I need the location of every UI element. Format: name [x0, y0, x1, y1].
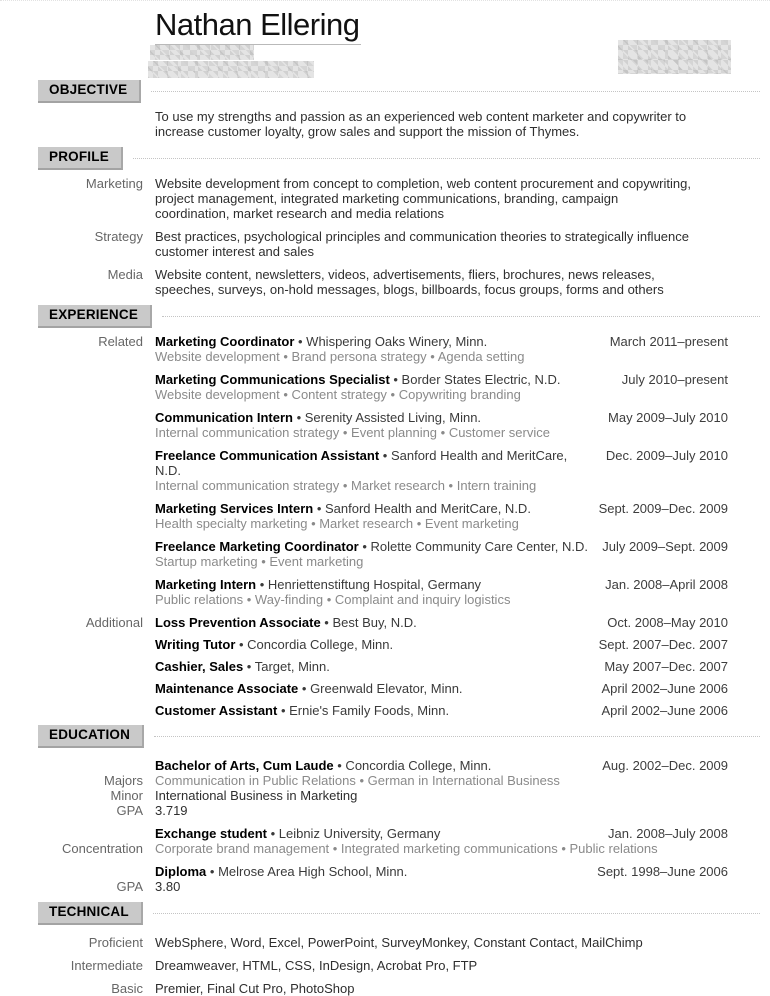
technical-label-basic: Basic — [111, 981, 143, 996]
section-experience-title: EXPERIENCE — [38, 305, 152, 328]
experience-entry — [38, 372, 728, 402]
entry-detail: Website development • Content strategy • Copywriting branding — [155, 387, 521, 402]
section-profile-header — [38, 147, 760, 170]
entry-role: Loss Prevention Associate — [155, 615, 321, 630]
entry-role: Communication Intern — [155, 410, 293, 425]
education-label-majors: Majors — [103, 773, 143, 788]
experience-entry — [38, 681, 728, 696]
entry-org: • Target, Minn. — [243, 659, 330, 674]
redacted-contact-right — [618, 40, 731, 74]
entry-date: Jan. 2008–July 2008 — [608, 826, 728, 841]
section-profile-title: PROFILE — [38, 147, 123, 170]
entry-org: • Sanford Health and MeritCare, N.D. — [313, 501, 531, 516]
experience-entry — [38, 501, 728, 531]
experience-group-label: Related — [98, 334, 143, 349]
section-objective-title: OBJECTIVE — [38, 80, 141, 103]
entry-org: • Serenity Assisted Living, Minn. — [292, 410, 482, 425]
entry-org: • Sanford Health and MeritCare, N.D. — [155, 448, 568, 478]
section-objective — [38, 80, 728, 139]
profile-text-strategy: Best practices, psychological principles and communication theories to strategically influence customer interest and sales — [155, 229, 689, 259]
entry-org: • Border States Electric, N.D. — [389, 372, 561, 387]
experience-entry — [38, 539, 728, 569]
education-concentration: Corporate brand management • Integrated marketing communications • Public relations — [155, 841, 658, 856]
entry-date: July 2010–present — [621, 372, 728, 387]
technical-intermediate: Dreamweaver, HTML, CSS, InDesign, Acrobat Pro, FTP — [155, 958, 478, 973]
education-entry-exchange — [38, 826, 728, 856]
profile-text-marketing: Website development from concept to completion, web content procurement and copywriting, project management, integrated marketing communications, branding, campaign coordination, market research and media relations — [155, 176, 691, 221]
entry-org: • Melrose Area High School, Minn. — [206, 864, 408, 879]
entry-date: May 2007–Dec. 2007 — [604, 659, 728, 674]
section-technical — [38, 902, 728, 996]
technical-proficient: WebSphere, Word, Excel, PowerPoint, SurveyMonkey, Constant Contact, MailChimp — [155, 935, 643, 950]
profile-label-media: Media — [107, 267, 143, 282]
objective-text: To use my strengths and passion as an experienced web content marketer and copywriter to increase customer loyalty, grow sales and support the mission of Thymes. — [155, 109, 687, 139]
section-dotted-rule — [151, 91, 760, 92]
entry-date: July 2009–Sept. 2009 — [602, 539, 728, 554]
entry-org: • Concordia College, Minn. — [235, 637, 394, 652]
entry-detail: Public relations • Way-finding • Complaint and inquiry logistics — [155, 592, 511, 607]
section-experience — [38, 305, 728, 718]
education-gpa2: 3.80 — [155, 879, 181, 894]
section-dotted-rule — [133, 158, 760, 159]
experience-entry — [38, 577, 728, 607]
entry-role: Marketing Services Intern — [155, 501, 314, 516]
section-education-title: EDUCATION — [38, 725, 144, 748]
entry-role: Freelance Marketing Coordinator — [155, 539, 359, 554]
section-profile — [38, 147, 728, 297]
entry-date: Sept. 2007–Dec. 2007 — [598, 637, 728, 652]
experience-group-label: Additional — [85, 615, 143, 630]
entry-role: Exchange student — [155, 826, 267, 841]
section-education-header — [38, 725, 760, 748]
entry-org: • Leibniz University, Germany — [266, 826, 441, 841]
profile-label-strategy: Strategy — [94, 229, 143, 244]
entry-date: Aug. 2002–Dec. 2009 — [602, 758, 728, 773]
education-label-gpa2: GPA — [116, 879, 143, 894]
section-dotted-rule — [162, 316, 760, 317]
page-top-rule — [0, 0, 770, 1]
entry-date: May 2009–July 2010 — [608, 410, 728, 425]
technical-basic: Premier, Final Cut Pro, PhotoShop — [155, 981, 355, 996]
experience-entry — [38, 659, 728, 674]
profile-label-marketing: Marketing — [85, 176, 143, 191]
education-label-minor: Minor — [110, 788, 143, 803]
entry-org: • Whispering Oaks Winery, Minn. — [294, 334, 488, 349]
entry-role: Marketing Coordinator — [155, 334, 295, 349]
entry-date: Dec. 2009–July 2010 — [605, 448, 728, 463]
education-entry-bachelor — [38, 758, 728, 818]
entry-role: Marketing Communications Specialist — [155, 372, 390, 387]
entry-org: • Rolette Community Care Center, N.D. — [358, 539, 588, 554]
redacted-contact-left-line2 — [148, 61, 314, 78]
entry-detail: Internal communication strategy • Market research • Intern training — [155, 478, 537, 493]
resume-header — [38, 8, 728, 80]
education-majors: Communication in Public Relations • German in International Business — [155, 773, 560, 788]
entry-detail: Website development • Brand persona strategy • Agenda setting — [155, 349, 525, 364]
entry-role: Maintenance Associate — [155, 681, 299, 696]
entry-role: Customer Assistant — [155, 703, 278, 718]
experience-entry — [38, 615, 728, 630]
entry-role: Marketing Intern — [155, 577, 257, 592]
education-label-gpa: GPA — [116, 803, 143, 818]
entry-date: Jan. 2008–April 2008 — [605, 577, 728, 592]
experience-entry — [38, 448, 728, 493]
education-minor: International Business in Marketing — [155, 788, 358, 803]
person-name: Nathan Ellering — [155, 8, 361, 45]
education-label-concentration: Concentration — [62, 841, 143, 856]
entry-role: Cashier, Sales — [155, 659, 244, 674]
experience-entry — [38, 703, 728, 718]
section-dotted-rule — [154, 736, 760, 737]
entry-detail: Health specialty marketing • Market research • Event marketing — [155, 516, 519, 531]
technical-label-intermediate: Intermediate — [70, 958, 143, 973]
technical-label-proficient: Proficient — [88, 935, 143, 950]
entry-org: • Ernie's Family Foods, Minn. — [277, 703, 450, 718]
redacted-contact-left-line1 — [150, 45, 254, 60]
section-technical-title: TECHNICAL — [38, 902, 143, 925]
entry-role: Diploma — [155, 864, 207, 879]
experience-entry — [38, 637, 728, 652]
entry-date: April 2002–June 2006 — [601, 703, 728, 718]
profile-text-media: Website content, newsletters, videos, advertisements, fliers, brochures, news releases, speeches, surveys, on-hold messages, blogs, billboards, focus groups, forms and others — [155, 267, 664, 297]
experience-entry — [38, 334, 728, 364]
entry-role: Freelance Communication Assistant — [155, 448, 380, 463]
entry-date: Oct. 2008–May 2010 — [607, 615, 728, 630]
education-entry-diploma — [38, 864, 728, 894]
section-experience-header — [38, 305, 760, 328]
entry-date: Sept. 1998–June 2006 — [597, 864, 728, 879]
entry-org: • Greenwald Elevator, Minn. — [298, 681, 463, 696]
experience-entry — [38, 410, 728, 440]
entry-date: April 2002–June 2006 — [601, 681, 728, 696]
entry-org: • Concordia College, Minn. — [333, 758, 492, 773]
entry-date: Sept. 2009–Dec. 2009 — [598, 501, 728, 516]
entry-org: • Henriettenstiftung Hospital, Germany — [256, 577, 482, 592]
section-objective-header — [38, 80, 760, 103]
entry-detail: Startup marketing • Event marketing — [155, 554, 364, 569]
row-label-empty — [38, 109, 155, 139]
section-technical-header — [38, 902, 760, 925]
education-gpa: 3.719 — [155, 803, 188, 818]
entry-date: March 2011–present — [609, 334, 728, 349]
entry-role: Bachelor of Arts, Cum Laude — [155, 758, 334, 773]
section-education — [38, 725, 728, 894]
entry-detail: Internal communication strategy • Event planning • Customer service — [155, 425, 550, 440]
section-dotted-rule — [153, 913, 760, 914]
entry-org: • Best Buy, N.D. — [320, 615, 417, 630]
entry-role: Writing Tutor — [155, 637, 236, 652]
